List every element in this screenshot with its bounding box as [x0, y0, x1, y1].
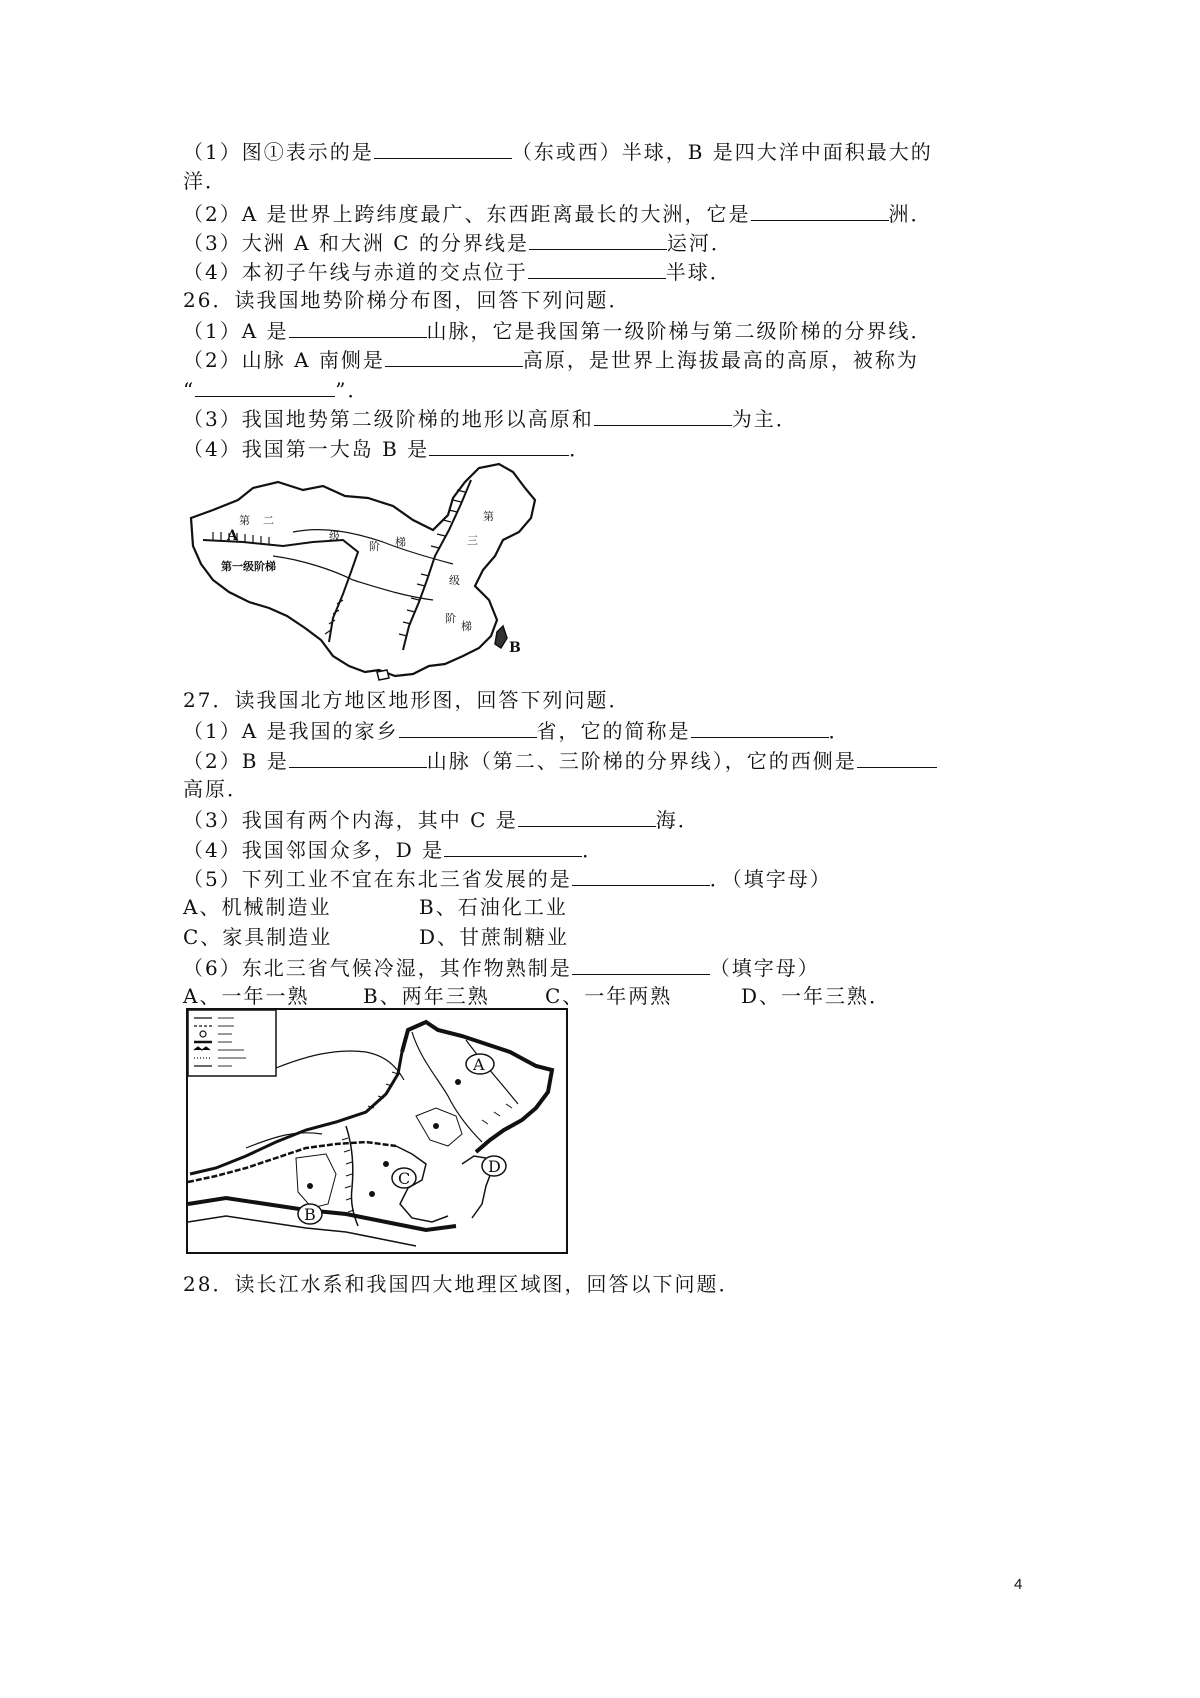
- text: （2）A 是世界上跨纬度最广、东西距离最长的大洲，它是: [183, 202, 751, 226]
- answer-blank[interactable]: [572, 952, 710, 975]
- q27-part4: [183, 834, 604, 864]
- city-dot: [455, 1079, 461, 1085]
- question-title: 27．读我国北方地区地形图，回答下列问题．: [183, 688, 631, 712]
- hainan-island: [377, 670, 389, 680]
- option-d[interactable]: D、甘蔗制糖业: [419, 925, 570, 949]
- option-b[interactable]: B、两年三熟: [363, 984, 490, 1008]
- answer-blank[interactable]: [444, 834, 582, 857]
- china-terrain-steps-map: [183, 460, 551, 682]
- text: ．: [569, 437, 592, 461]
- q26-part3: [183, 403, 798, 433]
- text: 运河．: [666, 231, 733, 255]
- text: ．: [582, 838, 605, 862]
- map-text: 第: [483, 510, 494, 523]
- text: 山脉（第二、三阶梯的分界线），它的西侧是: [426, 749, 857, 773]
- city-dot: [369, 1191, 375, 1197]
- text: （6）东北三省气候冷湿，其作物熟制是: [183, 956, 572, 980]
- q25-part4: [183, 256, 732, 286]
- question-title: 26．读我国地势阶梯分布图，回答下列问题．: [183, 288, 631, 312]
- answer-blank[interactable]: [691, 715, 829, 738]
- q27-part2: [183, 745, 937, 775]
- text: 高原，是世界上海拔最高的高原，被称为: [522, 348, 919, 372]
- q27-part5: [183, 863, 832, 893]
- label-b: [298, 1204, 322, 1224]
- map-label-c: C: [398, 1169, 411, 1188]
- map-label-b: B: [509, 640, 521, 656]
- map-text: 级: [449, 574, 460, 587]
- answer-blank[interactable]: [195, 374, 335, 397]
- answer-blank[interactable]: [429, 433, 569, 456]
- text: （填字母）: [709, 956, 820, 980]
- city-dot: [433, 1123, 439, 1129]
- map-text: 梯: [395, 536, 406, 549]
- answer-blank[interactable]: [857, 745, 937, 768]
- map-text: 阶: [445, 612, 456, 625]
- answer-blank[interactable]: [374, 136, 512, 159]
- map-text: 第: [239, 514, 250, 527]
- answer-blank[interactable]: [528, 256, 666, 279]
- text: 海．: [655, 808, 700, 832]
- map-label-b: B: [304, 1205, 316, 1224]
- q26-part1: [183, 315, 933, 345]
- option-a[interactable]: A、机械制造业: [183, 895, 332, 919]
- text: （3）我国地势第二级阶梯的地形以高原和: [183, 407, 594, 431]
- text: 山脉，它是我国第一级阶梯与第二级阶梯的分界线．: [426, 319, 933, 343]
- label-c: [392, 1168, 416, 1188]
- text: （1）图①表示的是: [183, 140, 374, 164]
- text: ．: [828, 719, 851, 743]
- answer-blank[interactable]: [289, 745, 427, 768]
- text: 洋．: [183, 169, 227, 193]
- text: （2）B 是: [183, 749, 289, 773]
- map-text: 阶: [369, 540, 380, 553]
- northern-china-map: [186, 1008, 568, 1254]
- option-c[interactable]: C、家具制造业: [183, 925, 333, 949]
- map-label-a: A: [473, 1055, 485, 1074]
- q26-part2: [183, 344, 919, 374]
- map-text: 第一级阶梯: [221, 560, 276, 573]
- q27-part6-options: [183, 982, 891, 1010]
- answer-blank[interactable]: [751, 198, 889, 221]
- text: 洲．: [888, 202, 933, 226]
- text: ”．: [335, 378, 370, 402]
- q28-title: [183, 1270, 740, 1298]
- text: “: [183, 378, 196, 402]
- page-number: 4: [1014, 1576, 1023, 1593]
- map-text: 梯: [461, 620, 472, 633]
- map-text: 三: [467, 534, 478, 547]
- option-d[interactable]: D、一年三熟．: [741, 984, 892, 1008]
- option-a[interactable]: A、一年一熟: [183, 984, 310, 1008]
- q25-part3: [183, 227, 733, 257]
- text: （2）山脉 A 南侧是: [183, 348, 385, 372]
- map-label-a: A: [227, 528, 238, 544]
- q26-part2-cont: [183, 374, 369, 404]
- china-map-figure: [183, 460, 551, 682]
- text: （1）A 是: [183, 319, 289, 343]
- text: （4）我国邻国众多，D 是: [183, 838, 445, 862]
- answer-blank[interactable]: [385, 344, 523, 367]
- text: （4）我国第一大岛 B 是: [183, 437, 430, 461]
- text: （5）下列工业不宜在东北三省发展的是: [183, 867, 572, 891]
- northern-map-figure: [186, 1008, 568, 1254]
- q27-part3: [183, 804, 700, 834]
- map-label-d: D: [488, 1157, 501, 1176]
- text: （3）我国有两个内海，其中 C 是: [183, 808, 518, 832]
- q27-part6: [183, 952, 820, 982]
- q26-part4: [183, 433, 591, 463]
- q27-part5-options-row1: [183, 893, 568, 921]
- q26-title: [183, 286, 630, 314]
- answer-blank[interactable]: [594, 403, 732, 426]
- q25-part1-cont: [183, 167, 227, 195]
- taiwan-island: [495, 626, 507, 648]
- answer-blank[interactable]: [529, 227, 667, 250]
- q25-part1: [183, 136, 933, 166]
- text: （3）大洲 A 和大洲 C 的分界线是: [183, 231, 529, 255]
- q27-part1: [183, 715, 851, 745]
- label-d: [482, 1156, 506, 1176]
- answer-blank[interactable]: [572, 863, 710, 886]
- city-dot: [383, 1161, 389, 1167]
- map-text: 二: [263, 514, 274, 527]
- text: 省，它的简称是: [536, 719, 691, 743]
- question-title: 28．读长江水系和我国四大地理区域图，回答以下问题．: [183, 1272, 741, 1296]
- q27-part5-options-row2: [183, 923, 569, 951]
- text: 为主．: [731, 407, 798, 431]
- text: （4）本初子午线与赤道的交点位于: [183, 260, 528, 284]
- city-dot: [307, 1183, 313, 1189]
- option-c[interactable]: C、一年两熟: [545, 984, 673, 1008]
- label-a: [466, 1054, 494, 1074]
- q25-part2: [183, 198, 933, 228]
- option-b[interactable]: B、石油化工业: [419, 895, 568, 919]
- map-text: 级: [329, 530, 340, 543]
- answer-blank[interactable]: [399, 715, 537, 738]
- text: ．（填字母）: [709, 867, 832, 891]
- text: 高原．: [183, 777, 249, 801]
- text: 半球．: [665, 260, 732, 284]
- answer-blank[interactable]: [518, 804, 656, 827]
- text: （1）A 是我国的家乡: [183, 719, 399, 743]
- q27-title: [183, 686, 630, 714]
- q27-part2-cont: [183, 775, 249, 803]
- text: （东或西）半球，B 是四大洋中面积最大的: [511, 140, 933, 164]
- answer-blank[interactable]: [289, 315, 427, 338]
